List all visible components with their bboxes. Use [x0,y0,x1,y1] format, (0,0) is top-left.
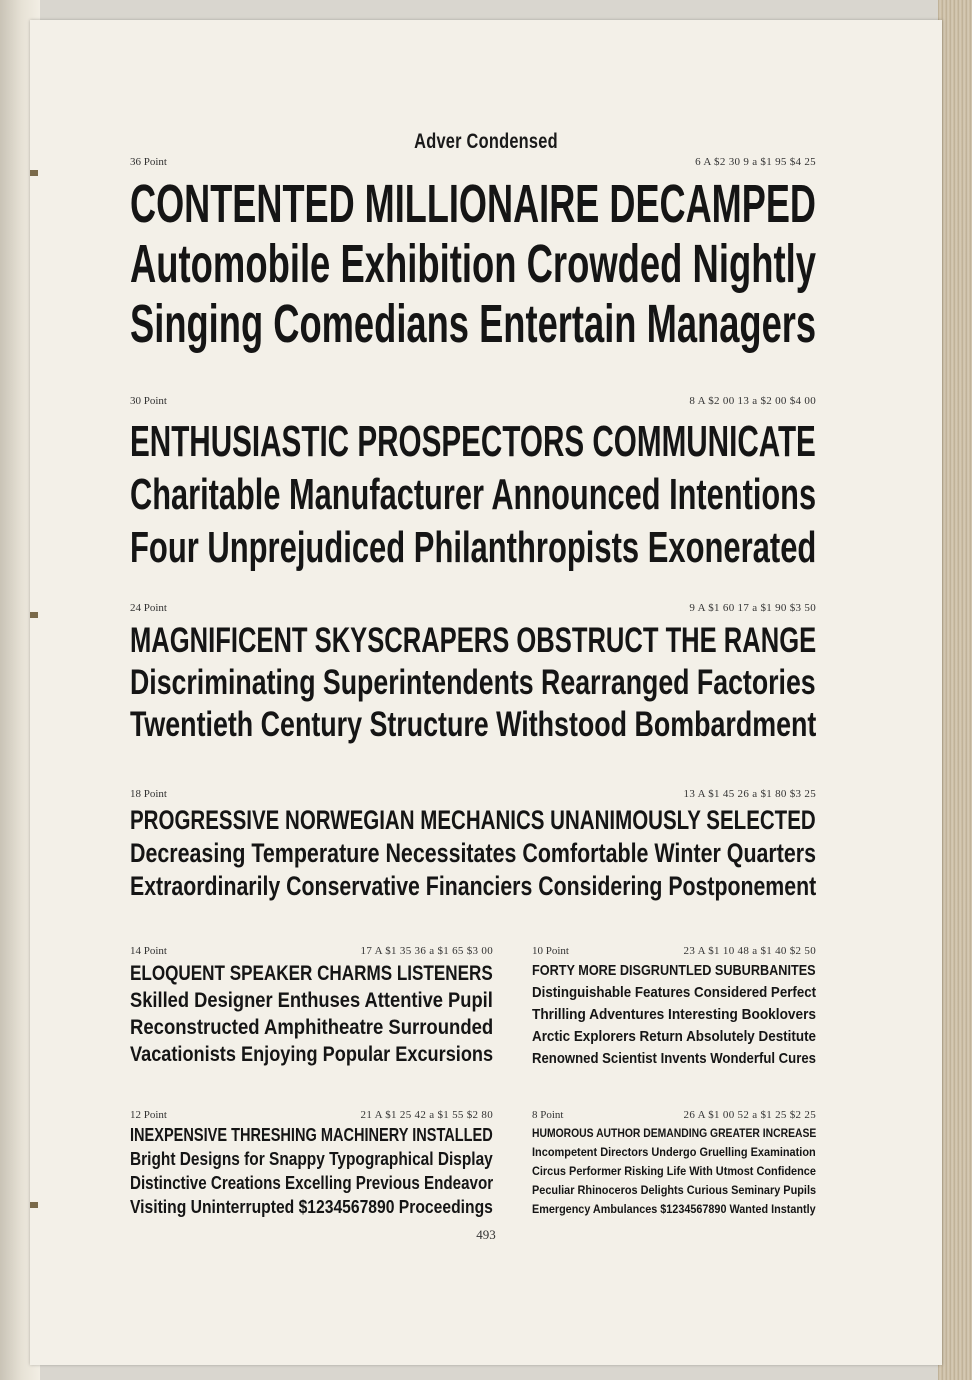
specimen-line: Emergency Ambulances $1234567890 Wanted Instantly [532,1202,816,1216]
specimen-line: Automobile Exhibition Crowded Nightly [130,234,816,294]
point-size-label: 18 Point [130,788,167,800]
point-size-label: 14 Point [130,945,167,957]
specimen-line: Renowned Scientist Invents Wonderful Cures [532,1050,816,1067]
specimen-line: Bright Designs for Snappy Typographical Display [130,1149,493,1169]
price-label: 8 A $2 00 13 a $2 00 $4 00 [689,395,816,407]
specimen-meta [130,156,816,170]
price-label: 21 A $1 25 42 a $1 55 $2 80 [360,1109,493,1121]
specimen-meta [130,945,493,959]
page-title: Adver Condensed [414,130,558,153]
specimen-line: Skilled Designer Enthuses Attentive Pupil [130,989,493,1012]
specimen-line: HUMOROUS AUTHOR DEMANDING GREATER INCREASE [532,1126,817,1140]
specimen-18-point [130,788,816,903]
point-size-label: 30 Point [130,395,167,407]
specimen-8-point [532,1109,816,1219]
specimen-line: PROGRESSIVE NORWEGIAN MECHANICS UNANIMOUSLY SELECTED [130,805,816,835]
specimen-line: Peculiar Rhinoceros Delights Curious Seminary Pupils [532,1183,817,1197]
specimen-10-point [532,945,816,1070]
specimen-12-point [130,1109,493,1219]
binding-mark [30,612,38,618]
point-size-label: 8 Point [532,1109,564,1121]
specimen-line: CONTENTED MILLIONAIRE DECAMPED [130,174,816,234]
price-label: 26 A $1 00 52 a $1 25 $2 25 [683,1109,816,1121]
specimen-line: Circus Performer Risking Life With Utmost Confidence [532,1164,816,1178]
specimen-line: Distinguishable Features Considered Perfect [532,984,817,1001]
specimen-line: Vacationists Enjoying Popular Excursions [130,1043,494,1066]
specimen-line: Arctic Explorers Return Absolutely Destitute [532,1028,817,1045]
price-label: 23 A $1 10 48 a $1 40 $2 50 [683,945,816,957]
specimen-line: MAGNIFICENT SKYSCRAPERS OBSTRUCT THE RANGE [130,621,817,660]
specimen-meta [130,395,816,409]
specimen-line: FORTY MORE DISGRUNTLED SUBURBANITES [532,962,816,979]
page-number: 493 [476,1227,496,1242]
point-size-label: 12 Point [130,1109,167,1121]
specimen-line: Visiting Uninterrupted $1234567890 Proceedings [130,1197,493,1217]
specimen-line: Thrilling Adventures Interesting Booklovers [532,1006,816,1023]
specimen-30-point [130,395,816,574]
catalog-page [30,20,942,1365]
specimen-line: Twentieth Century Structure Withstood Bombardment [130,705,817,744]
price-label: 9 A $1 60 17 a $1 90 $3 50 [689,602,816,614]
specimen-line: ENTHUSIASTIC PROSPECTORS COMMUNICATE [130,417,816,466]
specimen-line: ELOQUENT SPEAKER CHARMS LISTENERS [130,962,493,985]
binding-mark [30,170,38,176]
specimen-meta [130,788,816,802]
point-size-label: 24 Point [130,602,167,614]
point-size-label: 10 Point [532,945,569,957]
specimen-meta [130,1109,493,1123]
specimen-36-point [130,156,816,354]
specimen-line: Decreasing Temperature Necessitates Comfortable Winter Quarters [130,838,817,868]
price-label: 6 A $2 30 9 a $1 95 $4 25 [695,156,816,168]
price-label: 13 A $1 45 26 a $1 80 $3 25 [683,788,816,800]
specimen-line: INEXPENSIVE THRESHING MACHINERY INSTALLED [130,1125,493,1145]
specimen-line: Reconstructed Amphitheatre Surrounded [130,1016,494,1039]
book-page-edges-right [938,0,972,1380]
binding-mark [30,1202,38,1208]
specimen-line: Singing Comedians Entertain Managers [130,294,817,354]
specimen-line: Four Unprejudiced Philanthropists Exonerated [130,523,817,572]
specimen-line: Incompetent Directors Undergo Gruelling Examination [532,1145,816,1159]
specimen-line: Discriminating Superintendents Rearranged Factories [130,663,816,702]
specimen-meta [130,602,816,616]
specimen-line: Extraordinarily Conservative Financiers Considering Postponement [130,871,817,901]
specimen-24-point [130,602,816,746]
specimen-line: Charitable Manufacturer Announced Intentions [130,470,817,519]
specimen-14-point [130,945,493,1068]
specimen-meta [532,945,816,959]
price-label: 17 A $1 35 36 a $1 65 $3 00 [360,945,493,957]
specimen-line: Distinctive Creations Excelling Previous Endeavor [130,1173,494,1193]
point-size-label: 36 Point [130,156,167,168]
specimen-meta [532,1109,816,1123]
